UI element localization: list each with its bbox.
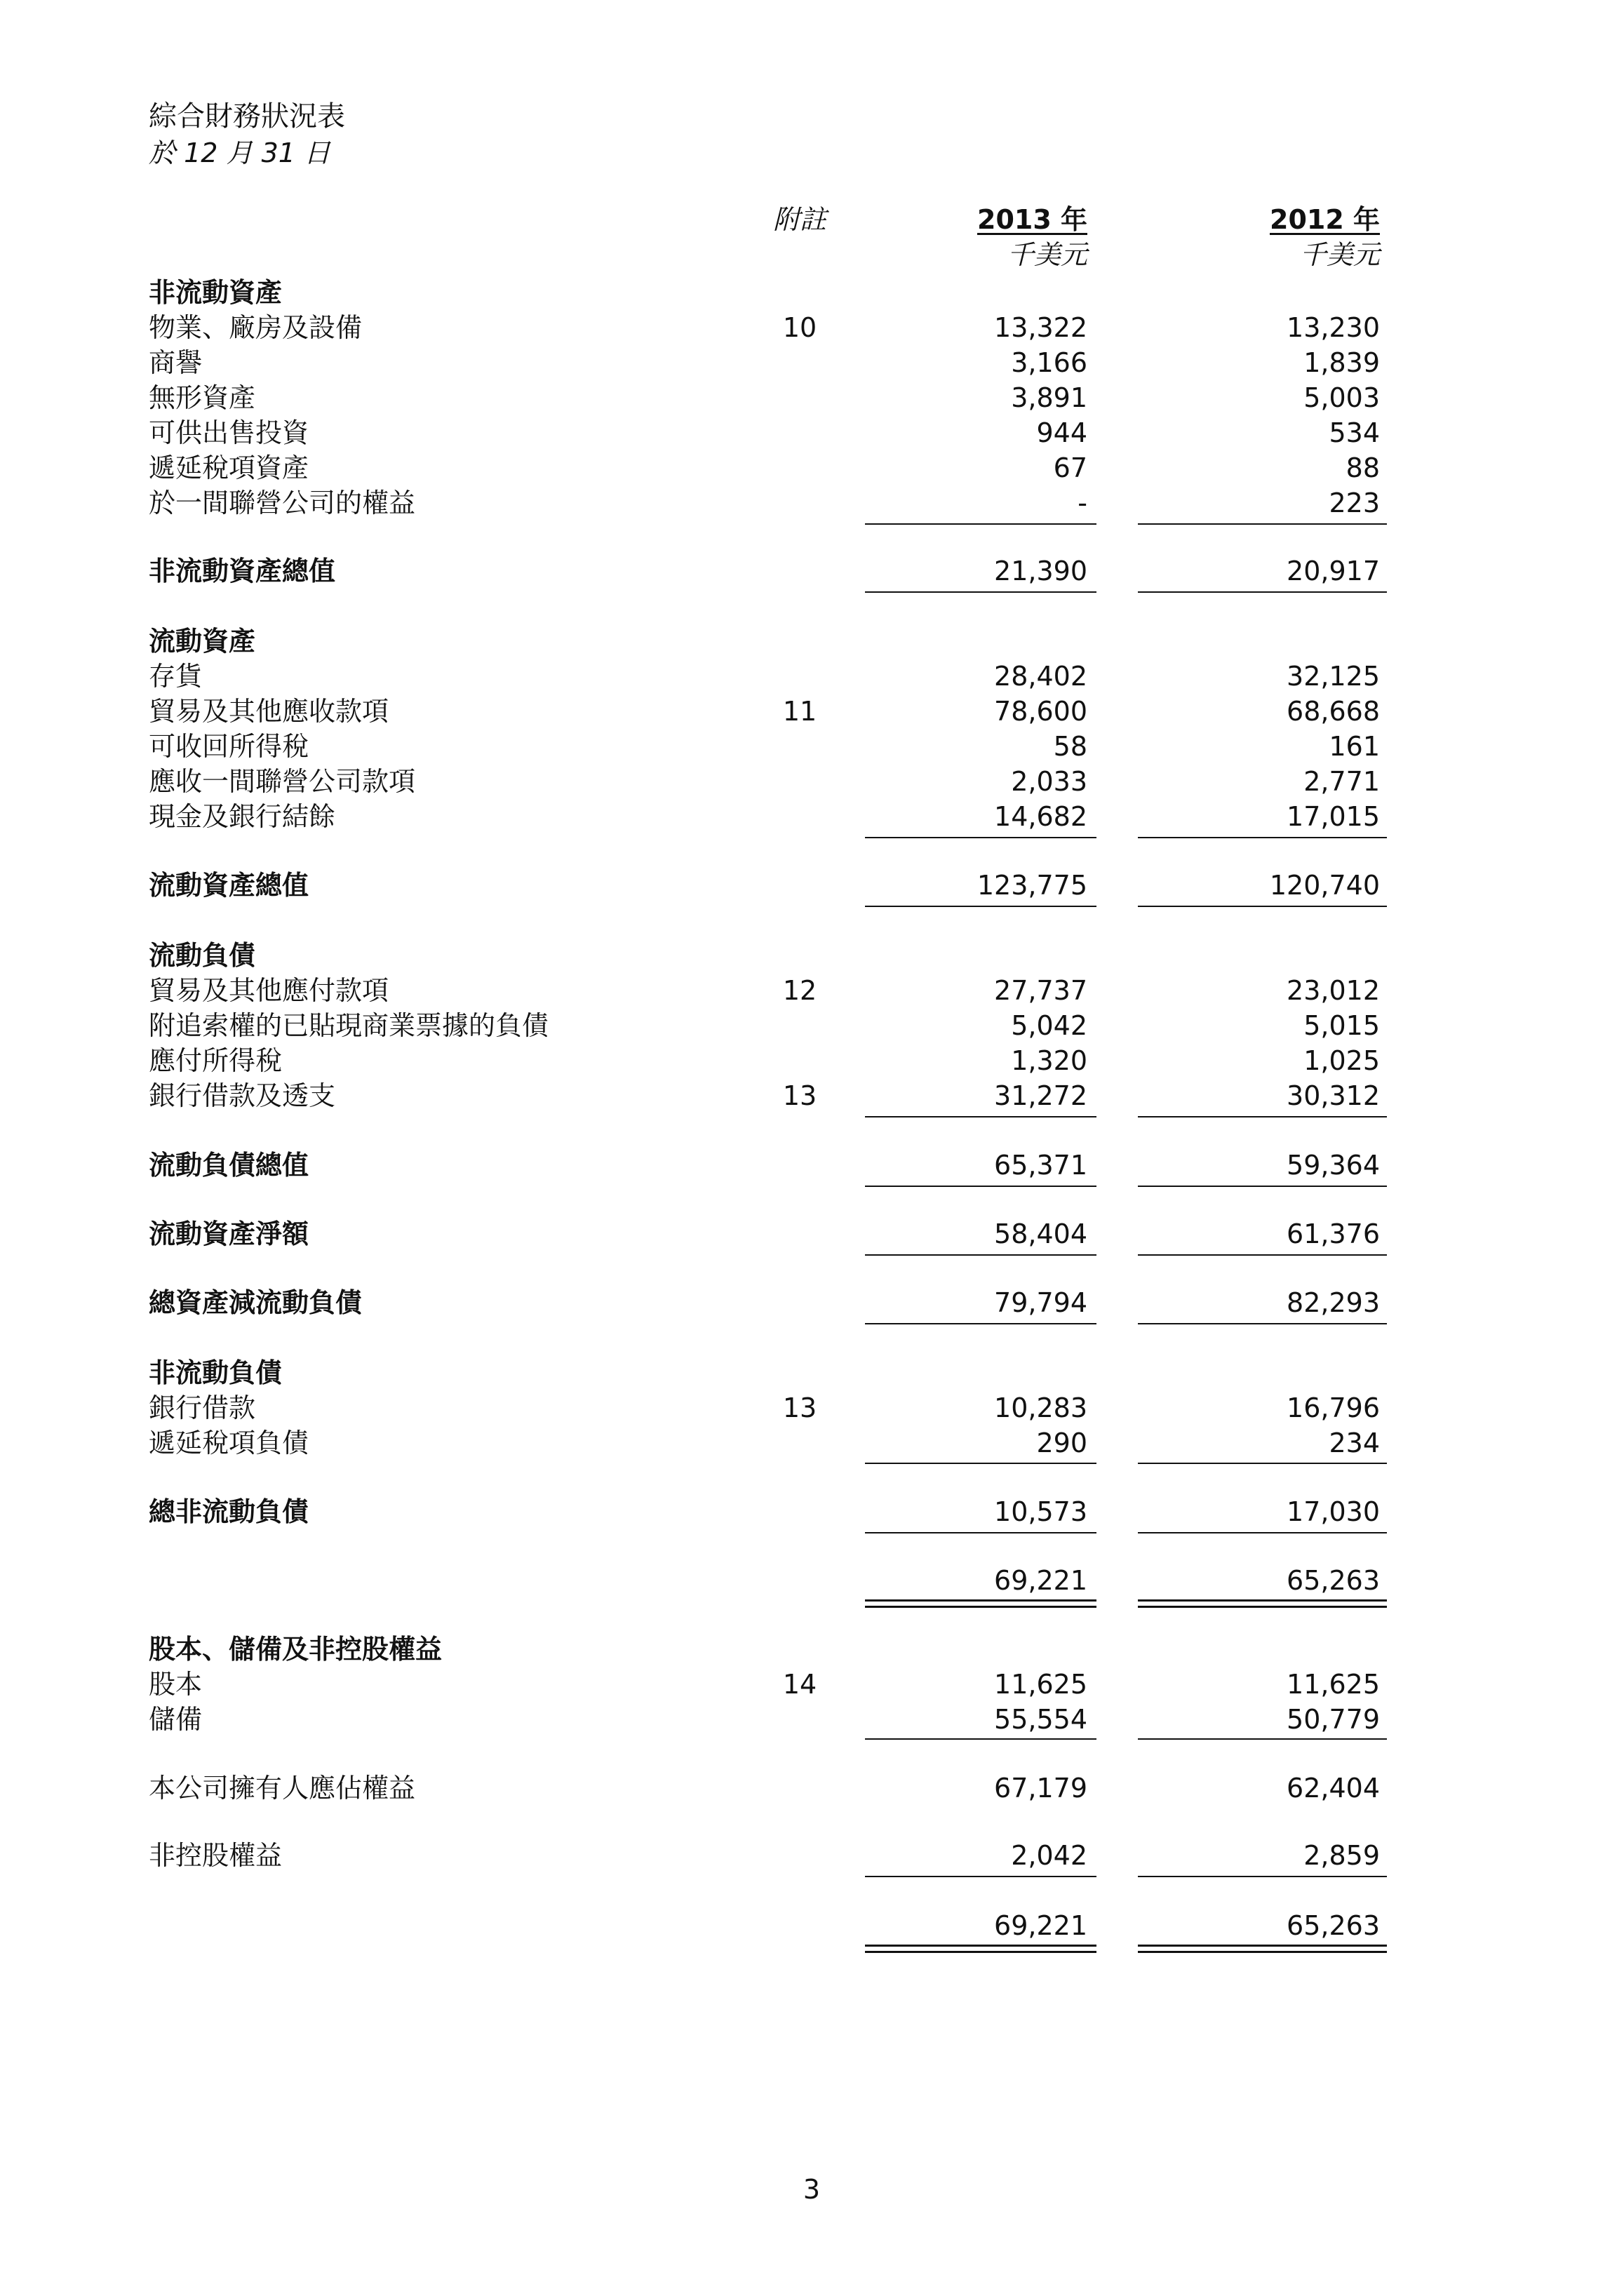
table-row (0, 799, 1624, 834)
table-row (0, 764, 1624, 799)
row-note: 11 (782, 696, 817, 727)
row-label: 可收回所得稅 (149, 731, 309, 762)
year-2013-header: 2013 年 (977, 204, 1087, 235)
value-2013: 10,283 (994, 1392, 1087, 1423)
row-label: 非流動資產總值 (149, 556, 336, 586)
table-row (0, 659, 1624, 694)
row-label: 本公司擁有人應佔權益 (149, 1773, 416, 1804)
value-2012: 20,917 (1287, 556, 1380, 586)
table-row (0, 973, 1624, 1008)
value-2012: 2,859 (1303, 1840, 1380, 1871)
row-label: 流動資產淨額 (149, 1219, 309, 1249)
table-row (0, 938, 1624, 973)
value-2013: 27,737 (994, 975, 1087, 1006)
table-row (0, 1355, 1624, 1390)
row-note: 10 (782, 312, 817, 343)
total-rule (865, 906, 1096, 907)
subtotal-rule (865, 1116, 1096, 1117)
value-2012: 5,015 (1303, 1010, 1380, 1041)
table-row (0, 310, 1624, 345)
table-row (0, 553, 1624, 589)
value-2012: 234 (1329, 1428, 1380, 1458)
row-label: 存貨 (149, 661, 203, 692)
value-2013: 944 (1036, 417, 1087, 448)
total-rule (1138, 591, 1387, 593)
subtotal-rule (865, 1738, 1096, 1740)
table-row (0, 729, 1624, 764)
table-row (0, 1838, 1624, 1873)
table-row (0, 1216, 1624, 1251)
row-label: 現金及銀行結餘 (149, 801, 336, 832)
row-note: 14 (782, 1669, 817, 1700)
value-2013: - (1078, 488, 1087, 518)
table-row (0, 1771, 1624, 1806)
row-note: 13 (782, 1080, 817, 1111)
table-row (0, 1043, 1624, 1078)
table-row (0, 1078, 1624, 1113)
subtotal-rule (865, 837, 1096, 838)
total-rule (1138, 906, 1387, 907)
value-2013: 58,404 (994, 1219, 1087, 1249)
value-2013: 28,402 (994, 661, 1087, 692)
value-2012: 32,125 (1287, 661, 1380, 692)
total-rule (1138, 1532, 1387, 1533)
value-2012: 161 (1329, 731, 1380, 762)
total-rule (865, 1186, 1096, 1187)
table-row (0, 1008, 1624, 1043)
value-2012: 16,796 (1287, 1392, 1380, 1423)
value-2013: 123,775 (977, 870, 1087, 901)
table-row (0, 1702, 1624, 1737)
total-rule (1138, 1186, 1387, 1187)
value-2012: 65,263 (1287, 1910, 1380, 1941)
row-label: 非流動資產 (149, 277, 283, 308)
row-label: 非控股權益 (149, 1840, 283, 1871)
row-label: 無形資產 (149, 382, 256, 413)
table-row (0, 275, 1624, 310)
page-number: 3 (803, 2174, 821, 2205)
row-label: 流動資產 (149, 626, 256, 657)
table-row (0, 485, 1624, 521)
value-2012: 534 (1329, 417, 1380, 448)
value-2012: 82,293 (1287, 1287, 1380, 1318)
table-row (0, 415, 1624, 450)
row-label: 於一間聯營公司的權益 (149, 488, 416, 518)
row-note: 12 (782, 975, 817, 1006)
value-2012: 1,839 (1303, 347, 1380, 378)
value-2013: 1,320 (1011, 1045, 1087, 1076)
row-label: 商譽 (149, 347, 203, 378)
value-2013: 58 (1053, 731, 1087, 762)
value-2012: 59,364 (1287, 1150, 1380, 1181)
table-row (0, 1425, 1624, 1461)
value-2013: 290 (1036, 1428, 1087, 1458)
table-row (0, 450, 1624, 485)
row-label: 流動負債總值 (149, 1150, 309, 1181)
value-2012: 13,230 (1287, 312, 1380, 343)
row-label: 銀行借款 (149, 1392, 256, 1423)
value-2013: 79,794 (994, 1287, 1087, 1318)
value-2012: 62,404 (1287, 1773, 1380, 1804)
value-2013: 2,033 (1011, 766, 1087, 797)
unit-2013-header: 千美元 (1007, 239, 1087, 270)
value-2013: 10,573 (994, 1496, 1087, 1527)
grand-total-double-rule (865, 1945, 1096, 1953)
value-2012: 68,668 (1287, 696, 1380, 727)
value-2012: 61,376 (1287, 1219, 1380, 1249)
table-row (0, 345, 1624, 380)
table-row (0, 1494, 1624, 1529)
value-2013: 14,682 (994, 801, 1087, 832)
value-2012: 50,779 (1287, 1704, 1380, 1735)
value-2012: 17,015 (1287, 801, 1380, 832)
row-label: 非流動負債 (149, 1357, 283, 1388)
row-label: 儲備 (149, 1704, 203, 1735)
value-2012: 65,263 (1287, 1565, 1380, 1596)
row-label: 附追索權的已貼現商業票據的負債 (149, 1010, 549, 1041)
value-2013: 69,221 (994, 1565, 1087, 1596)
subtotal-rule (865, 523, 1096, 525)
value-2013: 78,600 (994, 696, 1087, 727)
value-2013: 21,390 (994, 556, 1087, 586)
row-label: 應收一間聯營公司款項 (149, 766, 416, 797)
row-label: 股本、儲備及非控股權益 (149, 1634, 443, 1665)
row-label: 流動資產總值 (149, 870, 309, 901)
total-rule (865, 1254, 1096, 1256)
value-2013: 69,221 (994, 1910, 1087, 1941)
subtotal-rule (1138, 1738, 1387, 1740)
value-2013: 5,042 (1011, 1010, 1087, 1041)
row-label: 遞延稅項資產 (149, 452, 309, 483)
table-row (0, 694, 1624, 729)
subtotal-rule (1138, 1463, 1387, 1464)
value-2013: 55,554 (994, 1704, 1087, 1735)
row-label: 總資產減流動負債 (149, 1287, 363, 1318)
value-2013: 65,371 (994, 1150, 1087, 1181)
table-row (0, 1908, 1624, 1943)
total-rule (1138, 1254, 1387, 1256)
subtotal-rule (1138, 523, 1387, 525)
value-2012: 120,740 (1269, 870, 1380, 901)
row-label: 物業、廠房及設備 (149, 312, 363, 343)
table-row (0, 1563, 1624, 1598)
value-2012: 1,025 (1303, 1045, 1380, 1076)
value-2013: 3,166 (1011, 347, 1087, 378)
unit-2012-header: 千美元 (1299, 239, 1380, 270)
value-2012: 5,003 (1303, 382, 1380, 413)
subtotal-rule (1138, 1876, 1387, 1877)
table-row (0, 380, 1624, 415)
value-2012: 17,030 (1287, 1496, 1380, 1527)
total-rule (865, 591, 1096, 593)
page-title: 綜合財務狀況表 (149, 100, 345, 133)
value-2013: 31,272 (994, 1080, 1087, 1111)
row-label: 總非流動負債 (149, 1496, 309, 1527)
total-rule (865, 1323, 1096, 1324)
row-label: 遞延稅項負債 (149, 1428, 309, 1458)
value-2012: 2,771 (1303, 766, 1380, 797)
row-label: 應付所得稅 (149, 1045, 283, 1076)
subtotal-rule (1138, 1116, 1387, 1117)
value-2013: 2,042 (1011, 1840, 1087, 1871)
row-label: 流動負債 (149, 940, 256, 971)
grand-total-double-rule (1138, 1599, 1387, 1608)
table-row (0, 1148, 1624, 1183)
total-rule (1138, 1323, 1387, 1324)
row-label: 銀行借款及透支 (149, 1080, 336, 1111)
value-2013: 3,891 (1011, 382, 1087, 413)
row-label: 可供出售投資 (149, 417, 309, 448)
subtotal-rule (1138, 837, 1387, 838)
value-2012: 11,625 (1287, 1669, 1380, 1700)
grand-total-double-rule (865, 1599, 1096, 1608)
row-note: 13 (782, 1392, 817, 1423)
value-2013: 13,322 (994, 312, 1087, 343)
row-label: 股本 (149, 1669, 203, 1700)
value-2012: 223 (1329, 488, 1380, 518)
table-row (0, 1632, 1624, 1667)
row-label: 貿易及其他應付款項 (149, 975, 389, 1006)
page-subtitle: 於 12 月 31 日 (149, 137, 331, 168)
grand-total-double-rule (1138, 1945, 1387, 1953)
value-2012: 23,012 (1287, 975, 1380, 1006)
subtotal-rule (865, 1463, 1096, 1464)
table-row (0, 1390, 1624, 1425)
table-row (0, 624, 1624, 659)
table-row (0, 868, 1624, 903)
value-2012: 30,312 (1287, 1080, 1380, 1111)
note-column-header: 附註 (772, 204, 826, 235)
table-row (0, 1667, 1624, 1702)
value-2013: 67 (1053, 452, 1087, 483)
row-label: 貿易及其他應收款項 (149, 696, 389, 727)
table-row (0, 1285, 1624, 1320)
value-2012: 88 (1345, 452, 1380, 483)
subtotal-rule (865, 1876, 1096, 1877)
value-2013: 67,179 (994, 1773, 1087, 1804)
total-rule (865, 1532, 1096, 1533)
value-2013: 11,625 (994, 1669, 1087, 1700)
year-2012-header: 2012 年 (1270, 204, 1380, 235)
